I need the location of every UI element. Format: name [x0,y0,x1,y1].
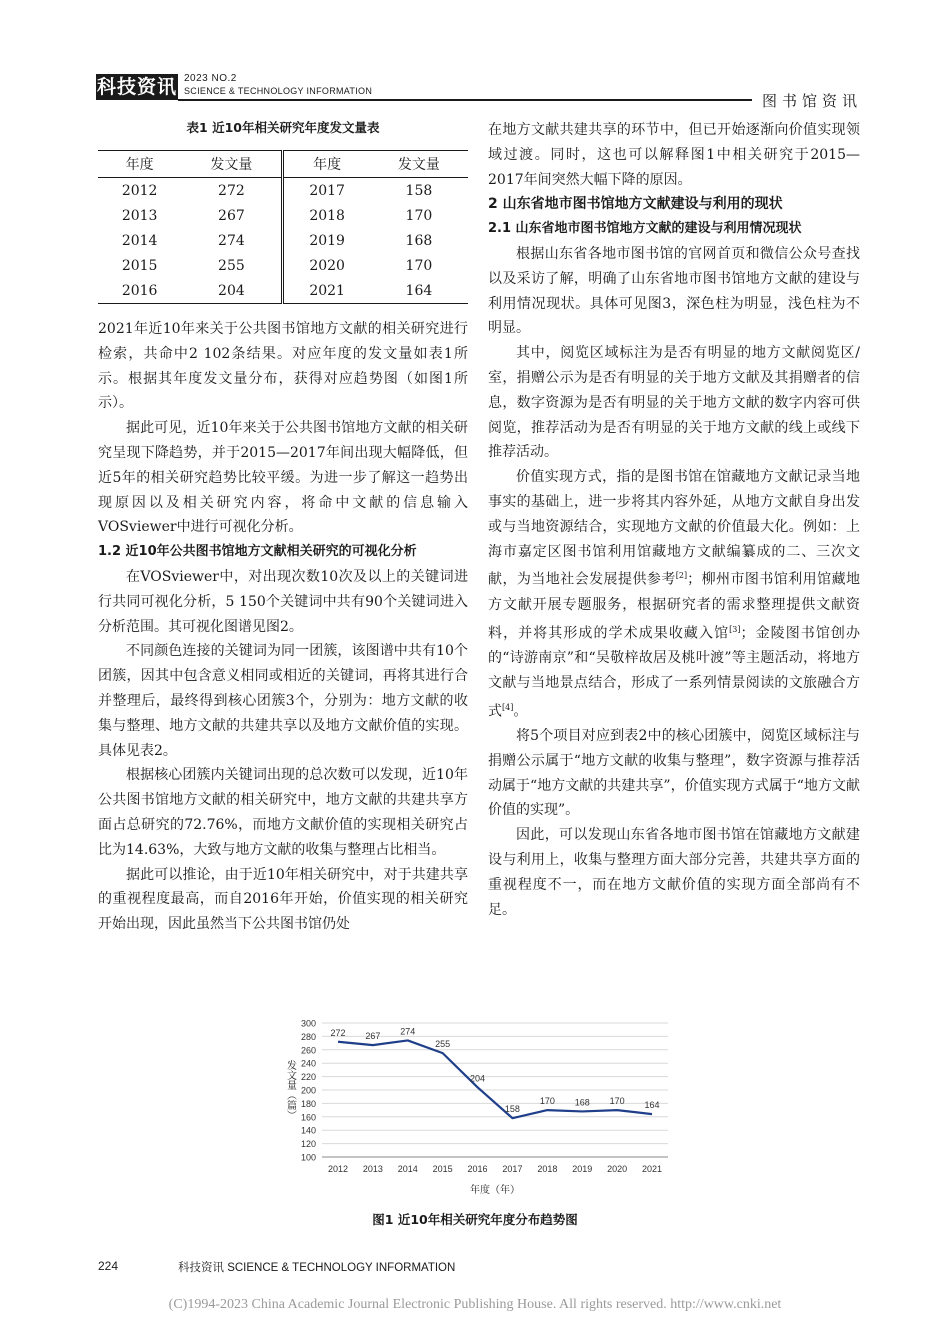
table-cell: 170 [405,207,433,224]
x-tick-label: 2012 [327,1164,349,1174]
table-cell: 255 [181,253,283,278]
citation-ref[interactable]: [4] [502,702,514,712]
x-tick-label: 2015 [432,1164,453,1174]
paragraph: 据此可见，近10年来关于公共图书馆地方文献的相关研究呈现下降趋势，并于2015—2017年间出现大幅降低，但近5年的相关研究趋势比较平缓。为进一步了解这一趋势出现原因以及相关研究内容，将命中文献的信息输入VOSviewer中进行可视化分析。 [98,420,468,536]
table-row [98,253,468,278]
paragraph: 根据山东省各地市图书馆的官网首页和微信公众号查找以及采访了解，明确了山东省地市图书馆地方文献的建设与利用情况现状。具体可见图3，深色柱为明显，浅色柱为不明显。 [488,245,860,337]
table-cell: 2013 [121,207,158,224]
x-tick-label: 2017 [502,1164,523,1174]
paragraph: 不同颜色连接的关键词为同一团簇，该图谱中共有10个团簇，因其中包含意义相同或相近的关键词，再将其进行合并整理后，最终得到核心团簇3个，分别为：地方文献的收集与整理、地方文献的共建共享以及地方文献价值的实现。具体见表2。 [98,643,468,759]
y-tick-label: 280 [300,1031,316,1042]
section-heading-1-2: 1.2 近10年公共图书馆地方文献相关研究的可视化分析 [98,544,417,560]
table-header-cell: 年度 [283,151,370,178]
y-axis-label: 发文量（篇） [284,1060,296,1120]
paragraph: 将5个项目对应到表2中的核心团簇中，阅览区域标注与捐赠公示属于“地方文献的收集与整理”，数字资源与推荐活动属于“地方文献的共建共享”，价值实现方式属于“地方文献价值的实现”。 [488,728,860,819]
paragraph: 据此可以推论，由于近10年相关研究中，对于共建共享的重视程度最高，而自2016年开始，价值实现的相关研究开始出现，因此虽然当下公共图书馆仍处 [98,866,468,933]
table-caption: 表1 近10年相关研究年度发文量表 [186,120,380,135]
x-axis-label: 年度（年） [470,1185,520,1196]
publication-table [98,150,468,304]
data-label: 170 [539,1096,555,1107]
journal-english-title: SCIENCE & TECHNOLOGY INFORMATION [184,86,373,96]
data-label: 204 [470,1073,486,1084]
y-tick-label: 160 [300,1112,316,1123]
section-heading-2: 2 山东省地市图书馆地方文献建设与利用的现状 [488,196,783,213]
table-cell: 2020 [309,257,345,274]
paragraph: 2021年近10年来关于公共图书馆地方文献的相关研究进行检索，共命中2 102条结果。对应年度的发文量如表1所示。根据其年度发文量分布，获得对应趋势图（如图1所示）。 [98,321,468,412]
y-tick-label: 240 [300,1058,316,1069]
paragraph: 因此，可以发现山东省各地市图书馆在馆藏地方文献建设与利用上，收集与整理方面大部分完善，共建共享方面的重视程度不一，而在地方文献价值的实现方面全部尚有不足。 [488,827,860,918]
paragraph: 根据核心团簇内关键词出现的总次数可以发现，近10年公共图书馆地方文献的相关研究中，地方文献的共建共享方面占总研究的72.76%，而地方文献价值的实现相关研究占比为14.63%，大致与地方文献的收集与整理占比相当。 [98,767,468,858]
data-label: 267 [365,1031,381,1042]
journal-logo: 科技资讯 [96,76,177,98]
section-heading-2-1: 2.1 山东省地市图书馆地方文献的建设与利用情况现状 [488,221,802,237]
y-tick-label: 220 [300,1072,316,1083]
y-tick-label: 300 [300,1018,316,1029]
data-label: 158 [504,1104,520,1115]
x-tick-label: 2020 [607,1164,628,1174]
table-cell: 2018 [309,207,345,224]
x-tick-label: 2019 [572,1164,593,1174]
footer-journal-name: 科技资讯 SCIENCE & TECHNOLOGY INFORMATION [178,1262,456,1274]
table-cell: 274 [181,228,283,253]
table-row [98,178,468,204]
x-tick-label: 2021 [641,1164,663,1174]
data-label: 164 [644,1100,660,1111]
x-tick-label: 2014 [397,1164,418,1174]
table-cell: 2014 [121,232,158,249]
table-cell: 170 [405,257,433,274]
y-tick-label: 180 [300,1098,316,1109]
table-cell: 272 [181,178,283,204]
table-cell: 168 [405,232,433,249]
table-header-cell: 年度 [98,151,181,178]
x-tick-label: 2016 [467,1164,488,1174]
y-tick-label: 200 [300,1085,316,1096]
column-name: 图书馆资讯 [762,92,863,110]
table-cell: 267 [181,203,283,228]
data-label: 272 [330,1027,346,1038]
table-cell: 2019 [309,232,345,249]
x-tick-label: 2018 [537,1164,558,1174]
data-label: 168 [574,1097,590,1108]
text-run: ；金陵图书馆创办的“诗游南京”和“吴敬梓故居及桃叶渡”等主题活动，将地方文献与当地景点结合，形成了一系列情景阅读的文旅融合方式 [488,625,861,720]
x-tick-label: 2013 [362,1164,383,1174]
citation-ref[interactable]: [2] [675,571,688,581]
table-cell: 2015 [121,257,158,274]
table-header-row [98,151,468,178]
table-cell: 204 [181,278,283,304]
table-cell: 2021 [309,282,345,299]
data-label: 170 [609,1096,625,1107]
copyright-notice: (C)1994-2023 China Academic Journal Electronic Publishing House. All rights reserved. http://www.cnki.net [168,1297,782,1312]
left-column [98,317,468,937]
y-tick-label: 100 [300,1152,316,1163]
citation-ref[interactable]: [3] [729,624,741,634]
table-row [98,278,468,304]
table-header-cell: 发文量 [370,151,468,178]
paragraph [488,465,860,724]
table-cell: 2016 [121,282,158,299]
table-row [98,228,468,253]
data-label: 274 [400,1026,416,1037]
text-run: 。 [513,703,528,720]
table-row [98,203,468,228]
paragraph: 其中，阅览区域标注为是否有明显的地方文献阅览区/室，捐赠公示为是否有明显的关于地方文献及其捐赠者的信息，数字资源为是否有明显的关于地方文献的数字内容可供阅览，推荐活动为是否有明显的关于地方文献的线上或线下推荐活动。 [488,345,860,461]
text-run: 价值实现方式，指的是图书馆在馆藏地方文献记录当地事实的基础上，进一步将其内容外延，从地方文献自身出发或与当地资源结合，实现地方文献的价值最大化。例如：上海市嘉定区图书馆利用馆藏地方文献编纂成的二、三次文献，为当地社会发展提供参考 [488,469,860,588]
table-header-cell: 发文量 [181,151,283,178]
table-cell: 164 [405,282,433,299]
y-tick-label: 120 [300,1139,316,1150]
text-run: ；柳州市图书馆利用馆藏地方文献开展专题服务，根据研究者的需求整理提供文献资料，并将其形成的学术成果收藏入馆 [488,572,861,642]
issue-number: 2023 NO.2 [184,73,237,84]
table-cell: 158 [405,182,433,199]
series-line [338,1040,652,1118]
header-rule [178,99,752,101]
table-cell: 2012 [121,182,158,199]
trend-line-chart [270,1005,680,1200]
paragraph: 在VOSviewer中，对出现次数10次及以上的关键词进行共同可视化分析，5 150个关键词中共有90个关键词进入分析范围。其可视化图谱见图2。 [98,568,468,635]
paragraph: 在地方文献共建共享的环节中，但已开始逐渐向价值实现领域过渡。同时，这也可以解释图1中相关研究于2015—2017年间突然大幅下降的原因。 [488,122,860,188]
right-column [488,118,860,922]
figure-caption: 图1 近10年相关研究年度分布趋势图 [372,1212,578,1227]
page-number: 224 [98,1259,119,1273]
y-tick-label: 260 [300,1045,316,1056]
y-tick-label: 140 [300,1125,316,1136]
table-cell: 2017 [309,182,345,199]
data-label: 255 [435,1039,451,1050]
